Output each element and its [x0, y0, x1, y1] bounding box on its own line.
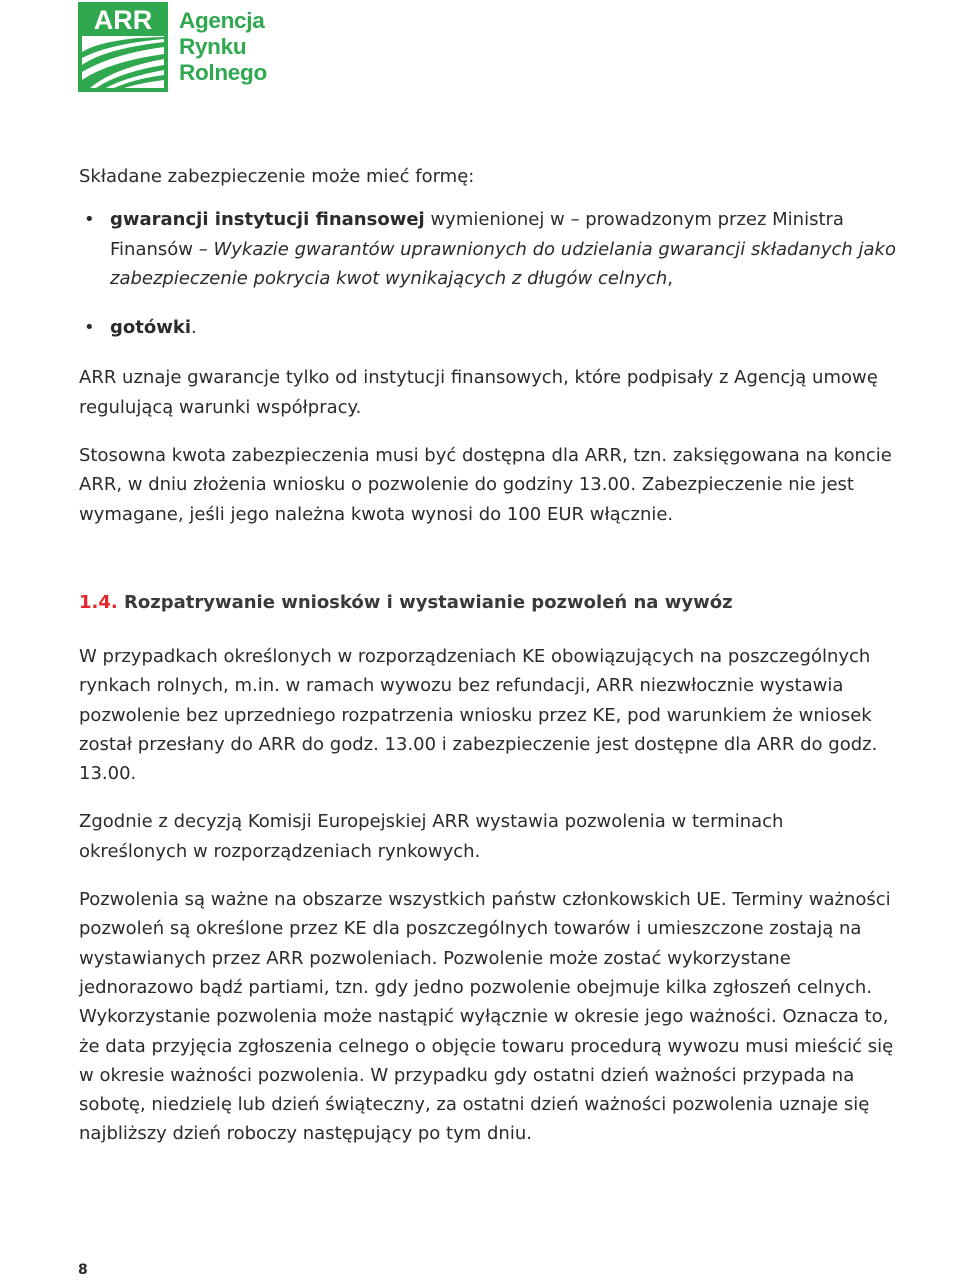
- section-number: 1.4.: [79, 591, 118, 613]
- bullet-italic: Wykazie gwarantów uprawnionych do udzielania gwarancji składanych jako zabezpieczenie pokrycia kwot wynikających z długów celnych: [110, 238, 896, 289]
- logo-name-line: Agencja: [179, 8, 265, 33]
- paragraph: Stosowna kwota zabezpieczenia musi być dostępna dla ARR, tzn. zaksięgowana na koncie ARR, w dniu złożenia wniosku o pozwolenie do godziny 13.00. Zabezpieczenie nie jest wymagane, jeśli jego należna kwota wynosi do 100 EUR włącznie.: [79, 445, 892, 525]
- section-heading: [79, 588, 897, 617]
- arr-logo: [78, 2, 308, 94]
- paragraph: Pozwolenia są ważne na obszarze wszystkich państw członkowskich UE. Terminy ważności pozwoleń są określone przez KE dla poszczególnych towarów i umieszczone zostają na wystawianych przez ARR pozwoleniach. Pozwolenie może zostać wykorzystane jednorazowo bądź partiami, tzn. gdy jedno pozwolenie obejmuje kilka zgłoszeń celnych. Wykorzystanie pozwolenia może nastąpić wyłącznie w okresie jego ważności. Oznacza to, że data przyjęcia zgłoszenia celnego o objęcie towaru procedurą wywozu musi mieścić się w okresie ważności pozwolenia. W przypadku gdy ostatni dzień ważności przypada na sobotę, niedzielę lub dzień świąteczny, za ostatni dzień ważności pozwolenia uznaje się najbliższy dzień roboczy następujący po tym dniu.: [79, 889, 894, 1145]
- bullet-tail: ,: [667, 267, 674, 289]
- bullet-bold: gwarancji instytucji finansowej: [110, 209, 425, 231]
- logo-agency-name: [179, 8, 309, 86]
- document-body: [79, 162, 897, 1149]
- list-item: [79, 313, 897, 342]
- paragraph: W przypadkach określonych w rozporządzeniach KE obowiązujących na poszczególnych rynkach rolnych, m.in. w ramach wywozu bez refundacji, ARR niezwłocznie wystawia pozwolenie bez uprzedniego rozpatrzenia wniosku przez KE, pod warunkiem że wniosek został przesłany do ARR do godz. 13.00 i zabezpieczenie jest dostępne dla ARR do godz. 13.00.: [79, 645, 878, 785]
- paragraph: Zgodnie z decyzją Komisji Europejskiej ARR wystawia pozwolenia w terminach określonych w rozporządzeniach rynkowych.: [79, 811, 784, 862]
- intro-text: Składane zabezpieczenie może mieć formę:: [79, 166, 475, 187]
- section-title: Rozpatrywanie wniosków i wystawianie pozwoleń na wywóz: [124, 591, 733, 613]
- paragraph: ARR uznaje gwarancje tylko od instytucji finansowych, które podpisały z Agencją umowę regulującą warunki współpracy.: [79, 367, 878, 418]
- logo-name-line: Rolnego: [179, 60, 267, 85]
- logo-abbr: ARR: [93, 5, 153, 35]
- arr-logo-mark: [78, 2, 168, 92]
- logo-name-line: Rynku: [179, 34, 247, 59]
- bullet-bold: gotówki: [110, 317, 191, 339]
- bullet-tail: .: [191, 317, 197, 339]
- page-number: 8: [78, 1262, 88, 1278]
- list-item: [79, 205, 897, 293]
- bullet-text: wymienionej w – prowadzonym przez Ministra Finansów –: [110, 209, 844, 260]
- security-forms-list: [79, 205, 897, 342]
